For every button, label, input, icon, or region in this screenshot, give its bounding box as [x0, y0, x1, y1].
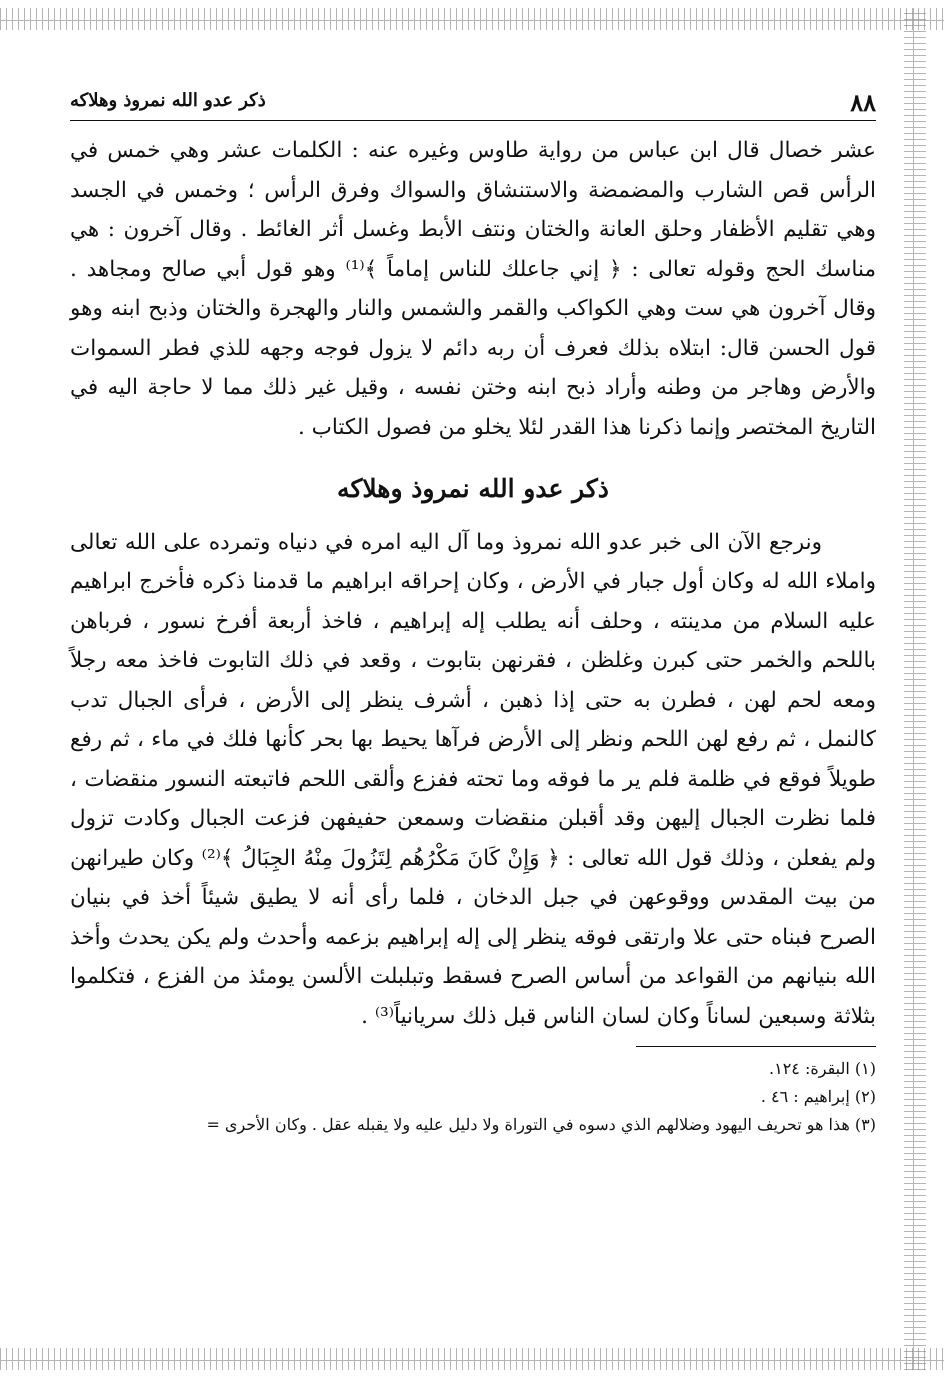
decorative-border-top [0, 8, 944, 30]
book-page [70, 80, 876, 1139]
running-title: ذكر عدو الله نمروذ وهلاكه [70, 90, 266, 111]
footnote-divider [636, 1046, 876, 1047]
page-header [70, 80, 876, 121]
footnotes [70, 1055, 876, 1139]
footnote-2: (٢) إبراهيم : ٤٦ . [760, 1087, 876, 1106]
footnote-1: (١) البقرة: ١٢٤. [769, 1059, 876, 1078]
paragraph-2: ونرجع الآن الى خبر عدو الله نمروذ وما آل اليه امره في دنياه وتمرده على الله تعالى واملاء الله له وكان أول جبار في الأرض ، وكان إحراقه ابراهيم ما قدمنا ذكره فأخرج ابراهيم عليه السلام من مدينته ، وحلف أنه يطلب إله إبراهيم ، فاخذ أربعة أفرخ نسور ، فرباهن باللحم والخمر حتى كبرن وغلظن ، فقرنهن بتابوت ، وقعد في ذلك التابوت فاخذ معه رجلاً ومعه لحم لهن ، فطرن به حتى إذا ذهبن ، أشرف ينظر إلى الأرض ، فرأى الجبال تدب كالنمل ، ثم رفع لهن اللحم ونظر إلى الأرض فرآها يحيط بها بحر كأنها فلك في ماء ، ثم رفع طويلاً فوقع في ظلمة فلم ير ما فوقه وما تحته ففزع وألقى اللحم فاتبعته النسور منقضات ، فلما نظرت الجبال إليهن وقد أقبلن منقضات وسمعن حفيفهن فزعت الجبال وكادت تزول ولم يفعلن ، وذلك قول الله تعالى : ﴿ وَإِنْ كَانَ مَكْرُهُم لِتَزُولَ مِنْهُ الجِبَالُ ﴾⁽²⁾ وكان طيرانهن من بيت المقدس ووقوعهن في جبل الدخان ، فلما رأى أنه لا يطيق شيئاً أخذ في بنيان الصرح فبناه حتى علا وارتقى فوقه ينظر إلى إله إبراهيم بزعمه وأحدث ولم يكن يحدث وأخذ الله بنيانهم من القواعد من أساس الصرح فسقط وتبلبلت الألسن يومئذ من الفزع ، فتكلموا بثلاثة وسبعين لساناً وكان لسان الناس قبل ذلك سريانياً⁽³⁾ . [70, 529, 876, 1029]
page-number: ٨٨ [850, 88, 876, 117]
section-title: ذكر عدو الله نمروذ وهلاكه [337, 474, 609, 503]
main-text [70, 131, 876, 1036]
paragraph-1: عشر خصال قال ابن عباس من رواية طاوس وغيره عنه : الكلمات عشر وهي خمس في الرأس قص الشارب والمضمضة والاستنشاق والسواك وفرق الرأس ؛ وخمس في الجسد وهي تقليم الأظفار وحلق العانة والختان ونتف الأبط وغسل أثر الغائط . وقال آخرون : هي مناسك الحج وقوله تعالى : ﴿ إني جاعلك للناس إماماً ﴾⁽¹⁾ وهو قول أبي صالح ومجاهد . وقال آخرون هي ست وهي الكواكب والقمر والشمس والنار والهجرة والختان وذبح ابنه وهو قول الحسن قال: ابتلاه بذلك فعرف أن ربه دائم لا يزول فوجه وجهه للذي فطر السموات والأرض وهاجر من وطنه وأراد ذبح ابنه وختن نفسه ، وقيل غير ذلك مما لا حاجة اليه في التاريخ المختصر وإنما ذكرنا هذا القدر لئلا يخلو من فصول الكتاب . [70, 138, 876, 440]
decorative-border-right [904, 8, 926, 1370]
footnote-3: (٣) هذا هو تحريف اليهود وضلالهم الذي دسوه في التوراة ولا دليل عليه ولا يقبله عقل . وكان الأحرى = [206, 1115, 876, 1134]
decorative-border-bottom [0, 1348, 944, 1370]
